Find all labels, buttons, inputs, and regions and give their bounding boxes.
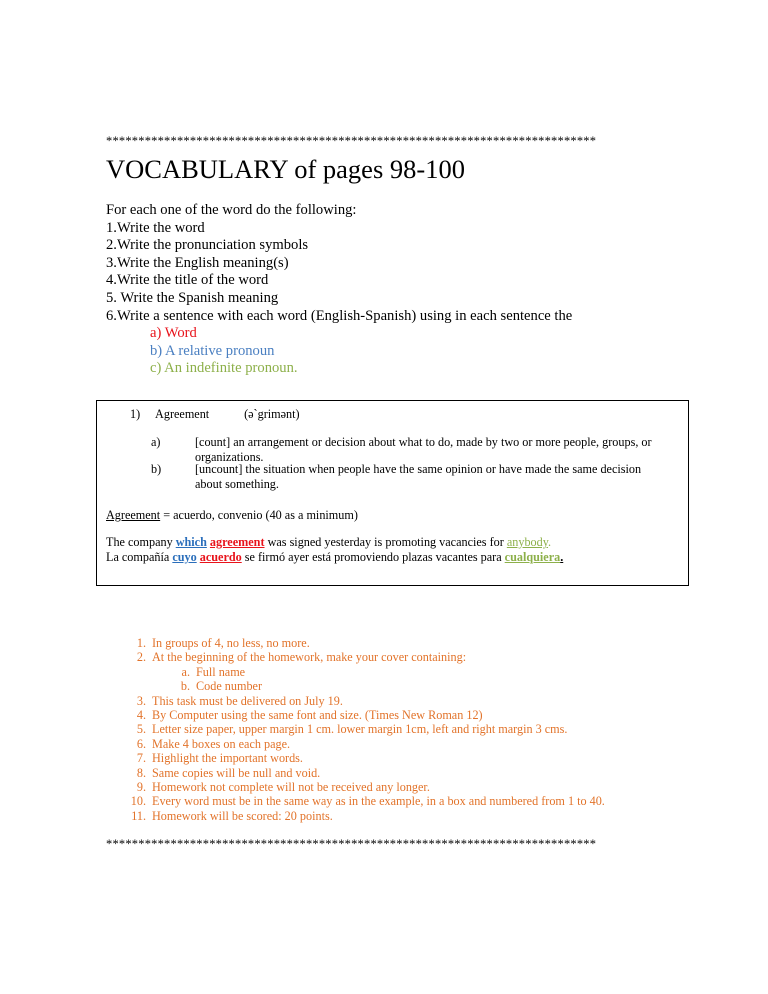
list-text: Homework will be scored: 20 points. [152,808,333,823]
list-item [124,679,605,693]
list-number: 8. [136,765,146,780]
definition-letter: a) [151,435,161,449]
instruction-step: 3.Write the English meaning(s) [106,254,289,271]
list-number: 2. [136,650,146,665]
list-item [124,751,605,765]
homework-rules-list [124,636,605,823]
word-highlight: acuerdo [199,550,242,564]
list-text: In groups of 4, no less, no more. [152,636,310,650]
example-pronunciation: (ə`grimənt) [244,407,300,421]
list-item [124,809,605,823]
definition-text: [uncount] the situation when people have the same opinion or have made the same decision about something. [195,462,642,492]
list-text: Full name [196,664,246,679]
list-number: a. [181,664,190,679]
indefinite-pronoun-highlight: anybody [506,535,549,549]
sentence-text: se firmó ayer está promoviendo plazas vacantes para [241,550,505,564]
sentence-text: . [560,550,564,564]
translation-word: Agreement [106,508,161,522]
list-text: Every word must be in the same way as in the example, in a box and numbered from 1 to 40. [152,794,605,809]
list-item [124,737,605,751]
indefinite-pronoun-highlight: cualquiera [504,550,561,564]
list-text: Make 4 boxes on each page. [152,736,291,751]
list-text: Same copies will be null and void. [152,765,321,780]
list-text: Code number [196,679,263,694]
sentence-text: was signed yesterday is promoting vacancies for [264,535,507,549]
list-number: 9. [136,780,146,795]
sentence-text: La compañía [106,550,173,564]
list-text: Homework not complete will not be received any longer. [152,780,430,795]
top-star-divider: **************************************************************************** [106,134,597,148]
list-item [124,665,605,679]
definition-text: [count] an arrangement or decision about what to do, made by two or more people, groups, or organizations. [195,435,652,465]
relative-pronoun-highlight: cuyo [172,550,197,564]
list-item [124,766,605,780]
list-number: 10. [130,794,146,809]
instruction-step: 2.Write the pronunciation symbols [106,237,309,254]
list-text: By Computer using the same font and size. (Times New Roman 12) [152,708,483,723]
instruction-step: 1.Write the word [106,219,205,236]
list-number: 7. [136,751,146,766]
instruction-sub-relative-pronoun: b) A relative pronoun [150,342,275,359]
page-title: VOCABULARY of pages 98-100 [106,154,465,184]
bottom-star-divider: **************************************************************************** [106,837,597,851]
instruction-step: 5. Write the Spanish meaning [106,289,279,306]
sentence-text: The company [106,535,176,549]
example-sentence-english [106,535,551,550]
list-item [124,694,605,708]
instruction-sub-word: a) Word [150,325,197,342]
list-item [124,780,605,794]
list-number: 3. [136,693,146,708]
list-number: 6. [136,736,146,751]
spanish-translation [106,508,358,523]
instruction-sub-indefinite-pronoun: c) An indefinite pronoun. [150,360,298,377]
list-item [124,708,605,722]
list-text: At the beginning of the homework, make your cover containing: [152,650,467,665]
definition-letter: b) [151,462,162,476]
list-item [124,650,605,664]
list-item [124,722,605,736]
list-item [124,636,605,650]
instruction-step: 6.Write a sentence with each word (English-Spanish) using in each sentence the [106,307,573,324]
list-number: 5. [136,722,146,737]
list-item [124,794,605,808]
sentence-text: . [548,535,552,549]
list-number: b. [180,679,190,694]
list-text: Highlight the important words. [152,751,303,766]
list-number: 1. [136,636,146,650]
word-highlight: agreement [209,535,265,549]
instructions-intro: For each one of the word do the following: [106,202,357,218]
example-word: Agreement [155,407,210,421]
example-sentence-spanish [106,550,563,565]
relative-pronoun-highlight: which [175,535,207,549]
translation-meaning: = acuerdo, convenio (40 as a minimum) [160,508,358,522]
instructions [106,202,572,378]
instruction-step: 4.Write the title of the word [106,272,269,289]
example-box [96,400,689,586]
example-entry-header [130,407,300,422]
list-number: 11. [131,808,146,823]
list-number: 4. [136,708,146,723]
list-text: This task must be delivered on July 19. [152,693,343,708]
example-number: 1) [130,407,141,421]
list-text: Letter size paper, upper margin 1 cm. lower margin 1cm, left and right margin 3 cms. [152,722,568,737]
definition-b [151,462,671,493]
